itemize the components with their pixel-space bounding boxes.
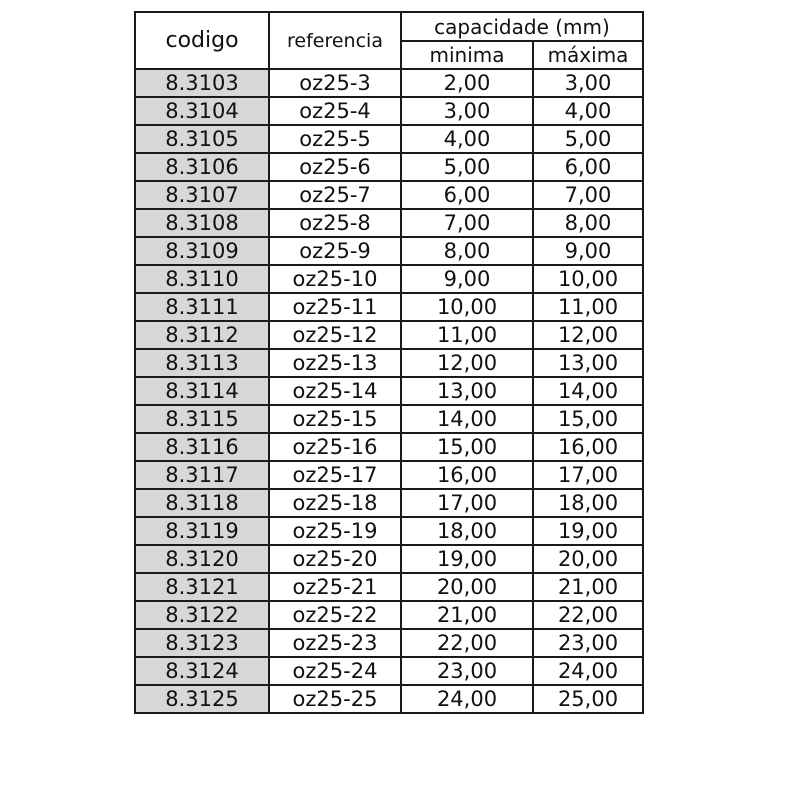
table-row — [135, 461, 643, 489]
minima-cell: 20,00 — [401, 573, 533, 601]
minima-cell: 22,00 — [401, 629, 533, 657]
table-row — [135, 209, 643, 237]
table-row — [135, 181, 643, 209]
codigo-cell: 8.3120 — [135, 545, 269, 573]
minima-cell: 15,00 — [401, 433, 533, 461]
referencia-cell: oz25-8 — [269, 209, 401, 237]
referencia-cell: oz25-9 — [269, 237, 401, 265]
header-minima: minima — [401, 41, 533, 69]
codigo-cell: 8.3118 — [135, 489, 269, 517]
maxima-cell: 6,00 — [533, 153, 643, 181]
minima-cell: 7,00 — [401, 209, 533, 237]
codigo-cell: 8.3107 — [135, 181, 269, 209]
referencia-cell: oz25-16 — [269, 433, 401, 461]
table-row — [135, 349, 643, 377]
maxima-cell: 25,00 — [533, 685, 643, 713]
table-row — [135, 293, 643, 321]
table-row — [135, 237, 643, 265]
minima-cell: 16,00 — [401, 461, 533, 489]
minima-cell: 3,00 — [401, 97, 533, 125]
header-capacidade: capacidade (mm) — [401, 12, 643, 41]
minima-cell: 17,00 — [401, 489, 533, 517]
referencia-cell: oz25-3 — [269, 69, 401, 97]
codigo-cell: 8.3111 — [135, 293, 269, 321]
maxima-cell: 22,00 — [533, 601, 643, 629]
maxima-cell: 13,00 — [533, 349, 643, 377]
codigo-cell: 8.3121 — [135, 573, 269, 601]
minima-cell: 9,00 — [401, 265, 533, 293]
referencia-cell: oz25-22 — [269, 601, 401, 629]
minima-cell: 8,00 — [401, 237, 533, 265]
minima-cell: 13,00 — [401, 377, 533, 405]
minima-cell: 4,00 — [401, 125, 533, 153]
referencia-cell: oz25-5 — [269, 125, 401, 153]
referencia-cell: oz25-18 — [269, 489, 401, 517]
referencia-cell: oz25-10 — [269, 265, 401, 293]
referencia-cell: oz25-24 — [269, 657, 401, 685]
maxima-cell: 16,00 — [533, 433, 643, 461]
referencia-cell: oz25-19 — [269, 517, 401, 545]
table-row — [135, 489, 643, 517]
table-row — [135, 153, 643, 181]
maxima-cell: 11,00 — [533, 293, 643, 321]
codigo-cell: 8.3109 — [135, 237, 269, 265]
codigo-cell: 8.3108 — [135, 209, 269, 237]
table-row — [135, 517, 643, 545]
referencia-cell: oz25-6 — [269, 153, 401, 181]
codigo-cell: 8.3117 — [135, 461, 269, 489]
codigo-cell: 8.3122 — [135, 601, 269, 629]
referencia-cell: oz25-23 — [269, 629, 401, 657]
table-row — [135, 377, 643, 405]
codigo-cell: 8.3114 — [135, 377, 269, 405]
codigo-cell: 8.3112 — [135, 321, 269, 349]
codigo-cell: 8.3103 — [135, 69, 269, 97]
referencia-cell: oz25-14 — [269, 377, 401, 405]
maxima-cell: 15,00 — [533, 405, 643, 433]
minima-cell: 11,00 — [401, 321, 533, 349]
maxima-cell: 10,00 — [533, 265, 643, 293]
table-row — [135, 657, 643, 685]
minima-cell: 6,00 — [401, 181, 533, 209]
minima-cell: 12,00 — [401, 349, 533, 377]
minima-cell: 21,00 — [401, 601, 533, 629]
codigo-cell: 8.3105 — [135, 125, 269, 153]
table-row — [135, 629, 643, 657]
maxima-cell: 14,00 — [533, 377, 643, 405]
maxima-cell: 12,00 — [533, 321, 643, 349]
referencia-cell: oz25-13 — [269, 349, 401, 377]
minima-cell: 18,00 — [401, 517, 533, 545]
maxima-cell: 8,00 — [533, 209, 643, 237]
header-referencia: referencia — [269, 12, 401, 69]
maxima-cell: 7,00 — [533, 181, 643, 209]
codigo-cell: 8.3124 — [135, 657, 269, 685]
minima-cell: 19,00 — [401, 545, 533, 573]
referencia-cell: oz25-21 — [269, 573, 401, 601]
maxima-cell: 21,00 — [533, 573, 643, 601]
table-row — [135, 97, 643, 125]
codigo-cell: 8.3113 — [135, 349, 269, 377]
codigo-cell: 8.3116 — [135, 433, 269, 461]
table-row — [135, 573, 643, 601]
table-row — [135, 601, 643, 629]
referencia-cell: oz25-11 — [269, 293, 401, 321]
minima-cell: 2,00 — [401, 69, 533, 97]
referencia-cell: oz25-15 — [269, 405, 401, 433]
referencia-cell: oz25-7 — [269, 181, 401, 209]
maxima-cell: 24,00 — [533, 657, 643, 685]
referencia-cell: oz25-25 — [269, 685, 401, 713]
maxima-cell: 23,00 — [533, 629, 643, 657]
codigo-cell: 8.3123 — [135, 629, 269, 657]
referencia-cell: oz25-17 — [269, 461, 401, 489]
minima-cell: 24,00 — [401, 685, 533, 713]
table-body — [135, 69, 643, 713]
codigo-cell: 8.3110 — [135, 265, 269, 293]
codigo-cell: 8.3104 — [135, 97, 269, 125]
referencia-cell: oz25-20 — [269, 545, 401, 573]
table-row — [135, 321, 643, 349]
table-row — [135, 69, 643, 97]
header-maxima: máxima — [533, 41, 643, 69]
referencia-cell: oz25-12 — [269, 321, 401, 349]
table-row — [135, 433, 643, 461]
header-codigo: codigo — [135, 12, 269, 69]
maxima-cell: 19,00 — [533, 517, 643, 545]
minima-cell: 5,00 — [401, 153, 533, 181]
maxima-cell: 17,00 — [533, 461, 643, 489]
minima-cell: 10,00 — [401, 293, 533, 321]
maxima-cell: 18,00 — [533, 489, 643, 517]
maxima-cell: 20,00 — [533, 545, 643, 573]
maxima-cell: 4,00 — [533, 97, 643, 125]
table-row — [135, 545, 643, 573]
maxima-cell: 5,00 — [533, 125, 643, 153]
table-row — [135, 685, 643, 713]
table-row — [135, 405, 643, 433]
minima-cell: 14,00 — [401, 405, 533, 433]
maxima-cell: 3,00 — [533, 69, 643, 97]
codigo-cell: 8.3125 — [135, 685, 269, 713]
maxima-cell: 9,00 — [533, 237, 643, 265]
minima-cell: 23,00 — [401, 657, 533, 685]
table-row — [135, 125, 643, 153]
codigo-cell: 8.3115 — [135, 405, 269, 433]
table-header — [135, 12, 643, 69]
codigo-cell: 8.3106 — [135, 153, 269, 181]
codigo-cell: 8.3119 — [135, 517, 269, 545]
table-row — [135, 265, 643, 293]
referencia-cell: oz25-4 — [269, 97, 401, 125]
capacity-table — [134, 11, 644, 714]
